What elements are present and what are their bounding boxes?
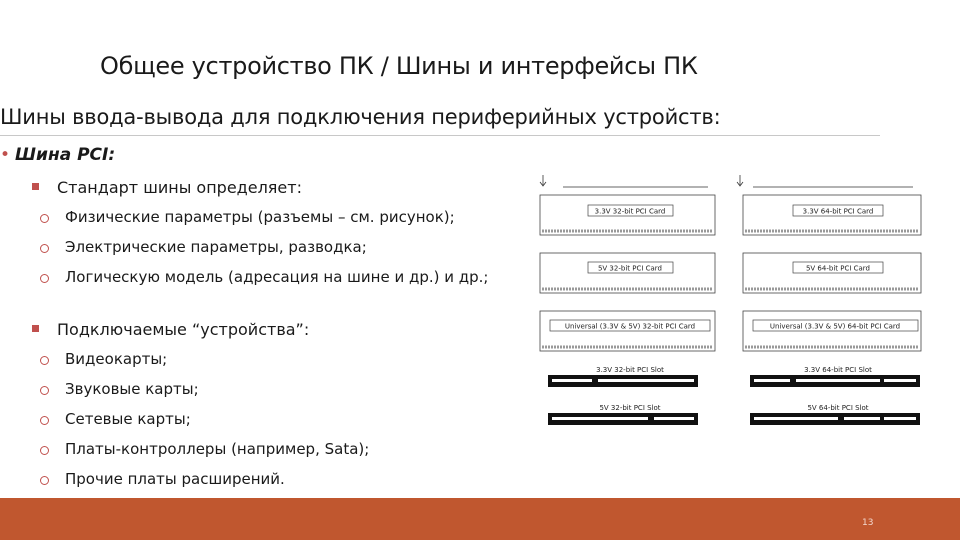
- list-item-text: Физические параметры (разъемы – см. рисунок);: [65, 208, 455, 226]
- section-standard-heading: [32, 178, 302, 197]
- card-3v3-32: [540, 195, 715, 235]
- list-item: [40, 380, 199, 398]
- slot-3v3-32: [548, 366, 698, 387]
- card-3v3-64: [743, 195, 921, 235]
- circle-bullet-icon: [40, 386, 49, 395]
- slot-label: 3.3V 64-bit PCI Slot: [804, 366, 872, 374]
- slot-row-5v: [528, 400, 928, 430]
- circle-bullet-icon: [40, 446, 49, 455]
- list-item: [40, 440, 369, 458]
- card-label: Universal (3.3V & 5V) 32-bit PCI Card: [564, 322, 696, 331]
- section-standard-label: Стандарт шины определяет:: [57, 178, 302, 197]
- list-item-text: Звуковые карты;: [65, 380, 199, 398]
- bullet-pci-label: Шина PCI:: [15, 145, 116, 165]
- slot-label: 5V 32-bit PCI Slot: [599, 404, 661, 412]
- bullet-dot-icon: •: [0, 145, 11, 165]
- slot-5v-32: [548, 404, 698, 425]
- slot-5v-64: [750, 404, 920, 425]
- square-bullet-icon: [32, 325, 39, 332]
- section-devices-label: Подключаемые “устройства”:: [57, 320, 310, 339]
- list-item: [40, 208, 455, 226]
- list-item: [40, 268, 488, 286]
- list-item-text: Видеокарты;: [65, 350, 168, 368]
- card-label: Universal (3.3V & 5V) 64-bit PCI Card: [769, 322, 901, 331]
- section-devices-heading: [32, 320, 309, 339]
- divider: [0, 135, 880, 136]
- card-label: 5V 32-bit PCI Card: [597, 264, 663, 273]
- page-number: 13: [862, 518, 874, 528]
- slot-label: 3.3V 32-bit PCI Slot: [596, 366, 664, 374]
- bullet-pci: [0, 145, 115, 165]
- list-item-text: Электрические параметры, разводка;: [65, 238, 367, 256]
- circle-bullet-icon: [40, 356, 49, 365]
- card-5v-32: [540, 253, 715, 293]
- slide-title: Общее устройство ПК / Шины и интерфейсы ПК: [100, 52, 698, 80]
- pci-diagram-svg: [528, 165, 928, 400]
- list-item-text: Логическую модель (адресация на шине и др.) и др.;: [65, 268, 489, 286]
- card-label: 3.3V 64-bit PCI Card: [802, 207, 874, 216]
- circle-bullet-icon: [40, 244, 49, 253]
- list-item-text: Прочие платы расширений.: [65, 470, 285, 488]
- circle-bullet-icon: [40, 416, 49, 425]
- circle-bullet-icon: [40, 476, 49, 485]
- list-item: [40, 238, 367, 256]
- list-item: [40, 350, 167, 368]
- slot-label: 5V 64-bit PCI Slot: [807, 404, 869, 412]
- slide-subtitle: Шины ввода-вывода для подключения периферийных устройств:: [0, 105, 721, 129]
- slot-row-5v-svg: [528, 400, 928, 430]
- circle-bullet-icon: [40, 214, 49, 223]
- square-bullet-icon: [32, 183, 39, 190]
- list-item-text: Сетевые карты;: [65, 410, 191, 428]
- list-item: [40, 410, 191, 428]
- circle-bullet-icon: [40, 274, 49, 283]
- list-item-text: Платы-контроллеры (например, Sata);: [65, 440, 370, 458]
- pci-diagram: [528, 165, 928, 400]
- card-label: 5V 64-bit PCI Card: [805, 264, 871, 273]
- footer-bar: [0, 498, 960, 540]
- card-universal-32: [540, 311, 715, 351]
- card-5v-64: [743, 253, 921, 293]
- list-item: [40, 470, 285, 488]
- card-universal-64: [743, 311, 921, 351]
- card-label: 3.3V 32-bit PCI Card: [594, 207, 666, 216]
- slot-3v3-64: [750, 366, 920, 387]
